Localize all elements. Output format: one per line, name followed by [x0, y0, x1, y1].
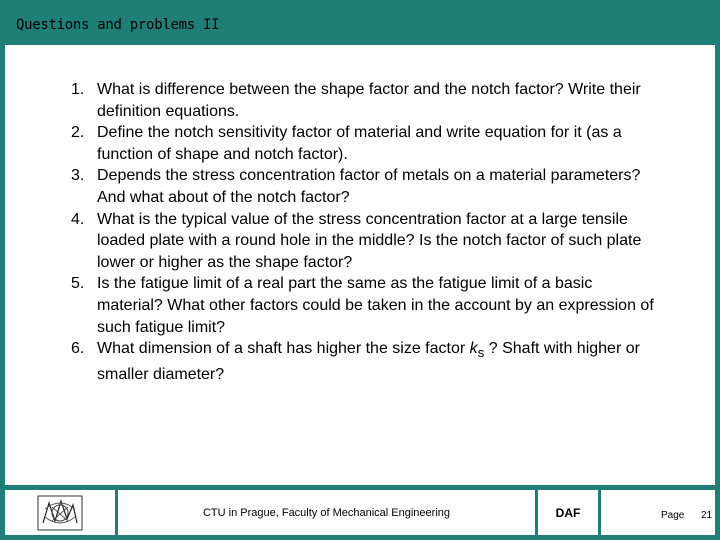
question-item [65, 209, 655, 274]
question-item [65, 122, 655, 165]
department-cell [538, 490, 598, 535]
question-item [65, 79, 655, 122]
department-code: DAF [555, 505, 581, 520]
question-list [65, 79, 655, 386]
question-item [65, 165, 655, 208]
university-seal-icon [37, 495, 83, 531]
page-label: Page [661, 510, 685, 521]
question-text: Is the fatigue limit of a real part the same as the fatigue limit of a basic material? What other factors could be taken in the account by an expression of such fatigue limit? [97, 275, 654, 336]
question-item [65, 273, 655, 338]
size-factor-subscript: s [477, 345, 485, 361]
question-text: What is the typical value of the stress concentration factor at a large tensile loaded plate with a round hole in the middle? Is the notch factor of such plate lower or higher as the shape factor? [97, 210, 642, 271]
page-number: 21 [701, 510, 713, 521]
title-bar [0, 0, 720, 44]
content-panel [5, 45, 715, 485]
institution-cell [118, 490, 535, 535]
question-number: 5. [71, 275, 85, 293]
question-text-end: ? Shaft with higher or smaller diameter? [97, 340, 640, 383]
question-text: Define the notch sensitivity factor of material and write equation for it (as a function of shape and notch factor). [97, 124, 622, 163]
question-item [65, 338, 655, 385]
footer [5, 490, 715, 535]
question-text: What dimension of a shaft has higher the size factor [97, 340, 470, 358]
institution-name: CTU in Prague, Faculty of Mechanical Engineering [202, 506, 450, 519]
slide-title: Questions and problems II [16, 17, 220, 33]
question-number: 4. [71, 210, 85, 228]
size-factor-symbol: k [469, 340, 478, 358]
page-cell [601, 490, 715, 535]
question-number: 3. [71, 167, 85, 185]
logo-cell [5, 490, 115, 535]
question-number: 2. [71, 124, 85, 142]
question-text: Depends the stress concentration factor of metals on a material parameters? And what about of the notch factor? [97, 167, 641, 206]
question-number: 1. [71, 81, 85, 98]
question-number: 6. [71, 340, 85, 358]
question-text: What is difference between the shape factor and the notch factor? Write their definition equations. [97, 81, 641, 120]
